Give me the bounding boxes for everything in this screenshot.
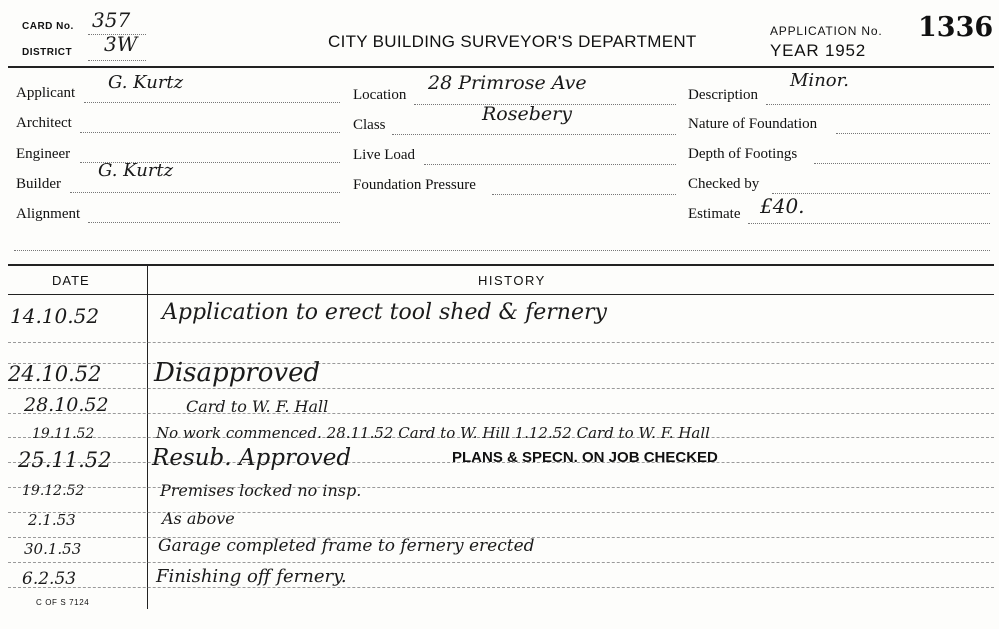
engineer-label: Engineer	[16, 146, 71, 162]
history-date: 30.1.53	[24, 540, 82, 558]
department-title: CITY BUILDING SURVEYOR'S DEPARTMENT	[328, 32, 697, 51]
builder-line	[70, 192, 340, 193]
history-date: 28.10.52	[24, 394, 109, 416]
history-header-rule	[8, 294, 994, 295]
checked-by-label: Checked by	[688, 176, 760, 192]
district-value: 3W	[104, 32, 138, 56]
district-underline	[88, 60, 146, 61]
estimate-label: Estimate	[688, 206, 741, 222]
description-value: Minor.	[790, 70, 849, 91]
history-date: 25.11.52	[18, 448, 112, 472]
history-entry: Resub. Approved	[152, 445, 352, 471]
description-label: Description	[688, 87, 758, 103]
estimate-line	[748, 223, 990, 224]
application-no-value: 1336	[918, 12, 994, 43]
history-date: 19.11.52	[32, 426, 95, 442]
alignment-line	[88, 222, 340, 223]
card-no-label: CARD No.	[22, 21, 74, 32]
application-no-label: APPLICATION No.	[770, 24, 883, 38]
history-top-rule	[8, 264, 994, 266]
foundation-pressure-label: Foundation Pressure	[353, 177, 476, 193]
ruled-line	[8, 388, 994, 389]
nature-of-foundation-line	[836, 133, 990, 134]
details-bottom-line	[14, 250, 990, 251]
year-label: YEAR 1952	[770, 41, 867, 60]
live-load-label: Live Load	[353, 147, 416, 163]
depth-of-footings-line	[814, 163, 990, 164]
engineer-value: G. Kurtz	[98, 160, 174, 181]
card-no-value: 357	[92, 8, 131, 32]
history-entry: As above	[162, 509, 235, 528]
history-entry: Disapproved	[154, 358, 321, 388]
ruled-line	[8, 562, 994, 563]
location-value-2: Rosebery	[482, 103, 572, 125]
date-header: DATE	[52, 273, 90, 288]
history-entry: No work commenced. 28.11.52 Card to W. Hill 1.12.52 Card to W. F. Hall	[156, 424, 710, 442]
architect-label: Architect	[16, 115, 72, 131]
form-code: C OF S 7124	[36, 598, 90, 607]
depth-of-footings-label: Depth of Footings	[688, 146, 798, 162]
builder-label: Builder	[16, 176, 61, 192]
history-entry: Card to W. F. Hall	[186, 397, 329, 416]
ruled-line	[8, 487, 994, 488]
ruled-line	[8, 587, 994, 588]
history-date: 19.12.52	[22, 483, 85, 499]
history-date: 6.2.53	[22, 569, 77, 589]
district-label: DISTRICT	[22, 47, 73, 58]
plans-checked-stamp: PLANS & SPECN. ON JOB CHECKED	[452, 449, 718, 466]
history-header: HISTORY	[478, 273, 546, 288]
foundation-pressure-line	[492, 194, 676, 195]
ruled-line	[8, 342, 994, 343]
live-load-line	[424, 164, 676, 165]
applicant-label: Applicant	[16, 85, 76, 101]
location-label: Location	[353, 87, 407, 103]
history-date: 24.10.52	[8, 362, 102, 386]
architect-line	[80, 132, 340, 133]
history-entry: Finishing off fernery.	[156, 566, 347, 587]
ruled-line	[8, 413, 994, 414]
class-line	[392, 134, 676, 135]
ruled-line	[8, 512, 994, 513]
history-entry: Premises locked no insp.	[160, 481, 362, 500]
history-entry: Garage completed frame to fernery erected	[158, 536, 535, 556]
history-date: 14.10.52	[10, 304, 100, 328]
header-divider	[8, 66, 994, 68]
nature-of-foundation-label: Nature of Foundation	[688, 116, 818, 132]
estimate-value: £40.	[760, 194, 805, 218]
history-entry: Application to erect tool shed & fernery	[162, 300, 607, 325]
applicant-line	[84, 102, 340, 103]
alignment-label: Alignment	[16, 206, 81, 222]
location-value: 28 Primrose Ave	[428, 72, 587, 94]
history-date: 2.1.53	[28, 511, 76, 529]
applicant-value: G. Kurtz	[108, 72, 184, 93]
class-label: Class	[353, 117, 386, 133]
description-line	[766, 104, 990, 105]
